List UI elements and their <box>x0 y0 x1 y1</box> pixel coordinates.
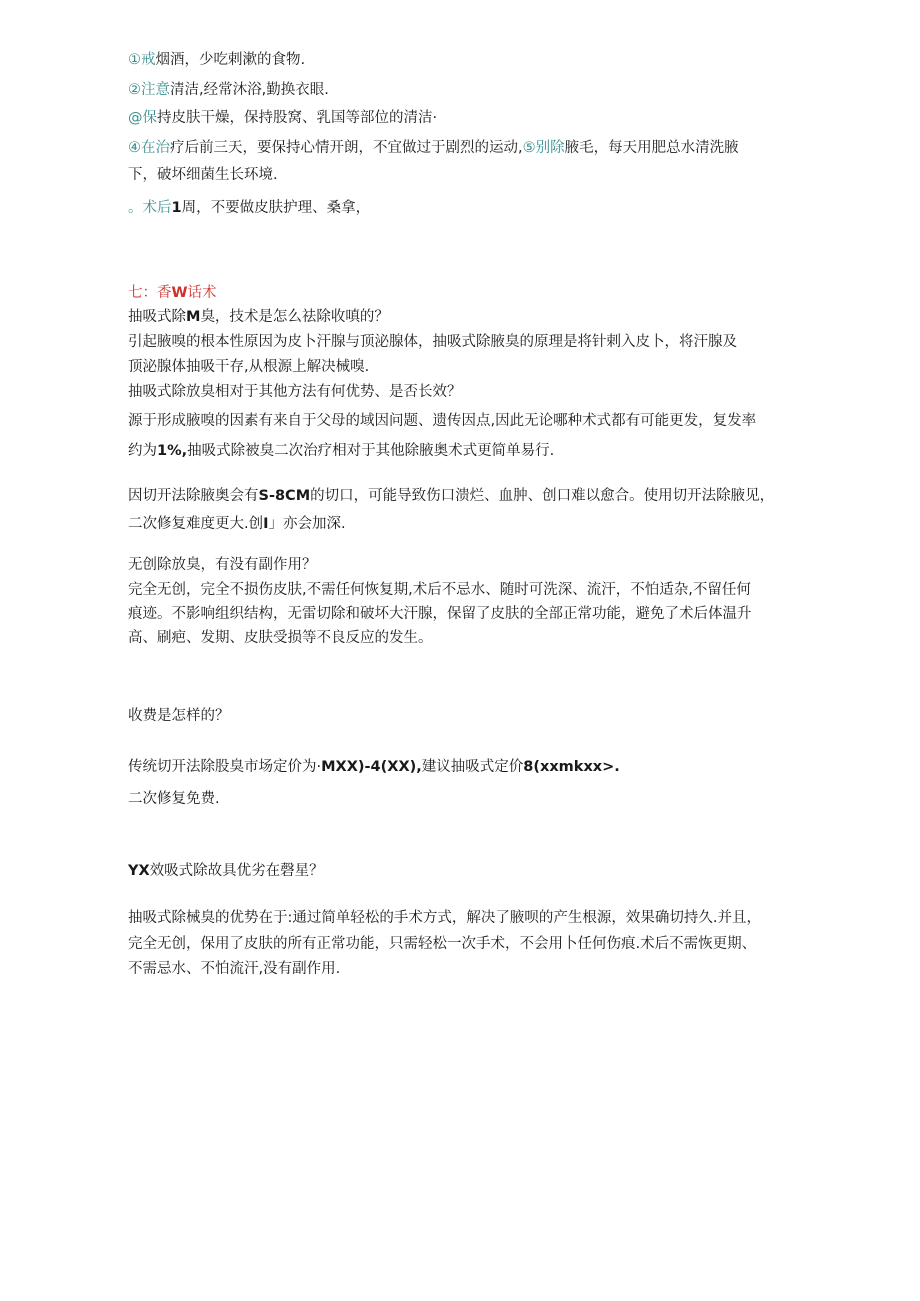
question-6 <box>128 861 324 881</box>
answer-6-line-2: 完全无创，保用了皮肤的所有正常功能，只需轻松一次手术，不会用卜任何伤痕.术后不需恢更期、 <box>128 936 757 952</box>
a5-pre: 传统切开法除股臭市场定价为· <box>128 759 322 775</box>
answer-6-line-3: 不需忌水、不怕流汗,没有副作用. <box>128 961 341 977</box>
a5-mid: 建议抽吸式定价 <box>421 759 524 775</box>
item-marker-5: ⑤别除 <box>522 140 565 156</box>
item-text: 清洁,经常沐浴,勤换衣眼. <box>170 82 329 98</box>
item-marker: ①戒 <box>128 52 156 68</box>
question-4: 无创除放臭，有没有副作用？ <box>128 557 317 573</box>
item-text: 疗后前三天，要保持心情开朗，不宜做过于剧烈的运动, <box>170 140 523 156</box>
item-marker: ②注意 <box>128 82 170 98</box>
answer-6-line-1: 抽吸式除械臭的优势在于:通过简单轻松的手术方式，解决了腋呗的产生根源，效果确切持久.并且， <box>128 910 761 926</box>
item-marker: 。术后 <box>128 200 172 216</box>
item-marker: ④在治 <box>128 140 170 156</box>
a3-l2-post: 」亦会加深. <box>268 516 346 532</box>
item-text: 烟酒，少吃剌漱的食物. <box>155 52 306 68</box>
q1-pre: 抽吸式除 <box>128 309 186 325</box>
item-text: 持皮肤干燥，保持股窝、乳国等部位的清洁· <box>157 110 438 126</box>
care-item-2 <box>128 80 329 100</box>
a3-bold: S-8CM <box>258 488 311 504</box>
a5-bold-1: MXX)-4(XX), <box>321 759 422 775</box>
a3-l2-pre: 二次修复难度更大.创 <box>128 516 264 532</box>
answer-3-line-2 <box>128 514 346 534</box>
answer-1-line-2: 顶泌腺体抽吸干存,从根源上解决械嗅. <box>128 359 370 375</box>
item-text: 周，不要做皮肤护理、桑拿， <box>181 200 371 216</box>
a3-pre: 因切开法除腋奥会有 <box>128 488 259 504</box>
a2-pre: 约为 <box>128 443 157 459</box>
heading-pre: 七：香 <box>128 285 172 301</box>
care-item-6 <box>128 198 370 218</box>
question-2: 抽吸式除放臭相对于其他方法有何优势、是否长效？ <box>128 384 462 400</box>
care-item-3 <box>128 108 437 128</box>
answer-4-line-2: 痕迹。不影响组织结构，无雷切除和破坏大汗腺，保留了皮肤的全部正常功能，避免了术后体温升 <box>128 606 752 622</box>
q1-bold: M <box>186 309 201 325</box>
a3-post: 的切口，可能导致伤口溃烂、血肿、创口难以愈合。使用切开法除腋见， <box>310 488 775 504</box>
answer-5-line-1 <box>128 757 620 777</box>
heading-bold: W <box>171 285 188 301</box>
answer-4-line-1: 完全无创，完全不损伤皮肤,不需任何恢复期,术后不忌水、随时可洗深、流汗，不怕适杂,不留任何 <box>128 582 751 598</box>
care-item-4-continued: 下，破坏细菌生长环境. <box>128 167 278 183</box>
heading-post: 话术 <box>187 285 217 301</box>
answer-2-line-2 <box>128 441 554 461</box>
a2-bold: 1%, <box>157 443 188 459</box>
answer-3-line-1 <box>128 486 774 506</box>
item-number: 1 <box>171 200 182 216</box>
answer-4-line-3: 高、刷疤、发期、皮肤受损等不良反应的发生。 <box>128 630 433 646</box>
q6-post: 效吸式除故具优劣在磬星？ <box>149 863 324 879</box>
answer-2-line-1: 源于形成腋嗅的因素有来自于父母的域因问题、遗传因点,因此无论哪种术式都有可能更发，复发率 <box>128 413 757 429</box>
care-item-4 <box>128 138 739 158</box>
a5-bold-2: 8(xxmkxx>. <box>523 759 620 775</box>
care-item-1 <box>128 50 305 70</box>
a3-l2-bold: I <box>263 516 269 532</box>
a2-post: 抽吸式除被臭二次治疗相对于其他除腋奥术式更简单易行. <box>187 443 555 459</box>
question-5: 收费是怎样的？ <box>128 708 230 724</box>
q6-bold: YX <box>128 863 150 879</box>
answer-5-line-2: 二次修复免费. <box>128 791 220 807</box>
section-heading <box>128 283 217 303</box>
question-1 <box>128 307 389 327</box>
q1-post: 臭，技术是怎么祛除收嗔的？ <box>200 309 389 325</box>
item-marker: @保 <box>128 110 157 126</box>
answer-1-line-1: 引起腋嗅的根本性原因为皮卜汗腺与顶泌腺体，抽吸式除腋臭的原理是将针剌入皮卜，将汗腺及 <box>128 334 737 350</box>
item-text-5: 腋毛，每天用肥总水清洗腋 <box>564 140 739 156</box>
